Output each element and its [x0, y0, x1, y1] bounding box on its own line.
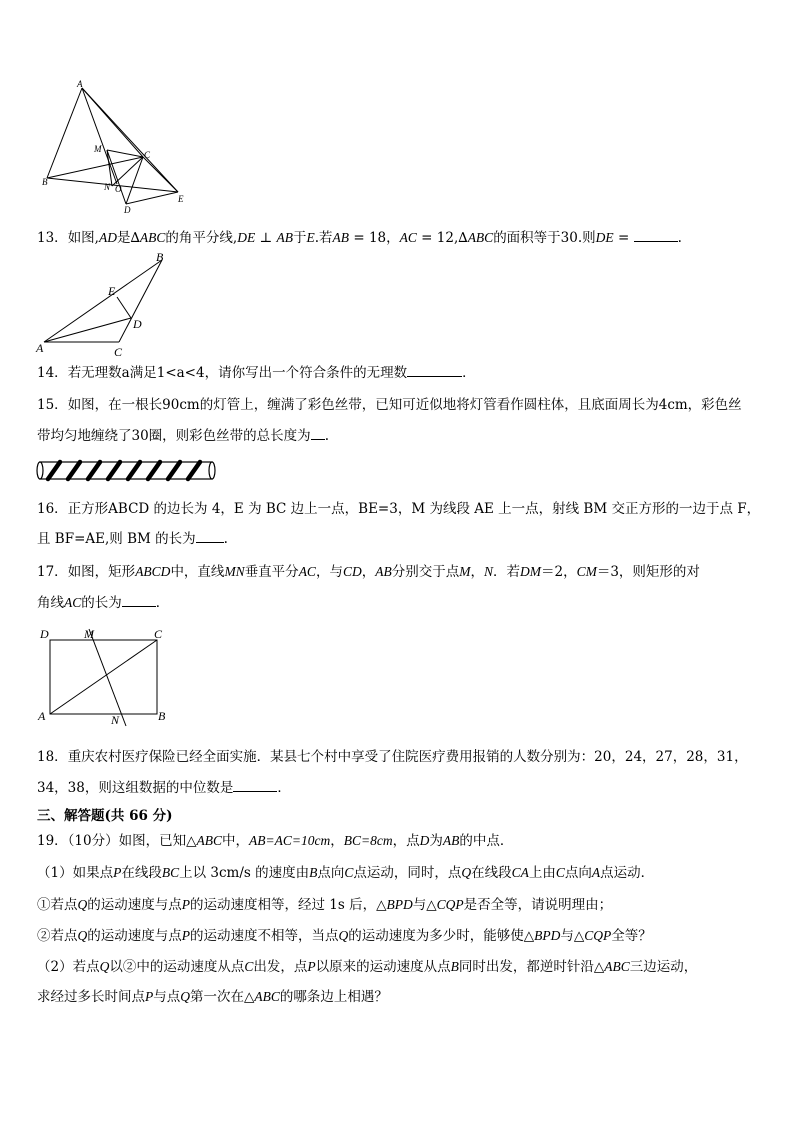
fig12-line-NC	[112, 157, 143, 186]
q19-text: 在线段	[121, 865, 162, 881]
q17-var: N	[483, 564, 493, 579]
q19-var: Q	[99, 959, 110, 974]
question-17-line1	[37, 563, 700, 581]
q19-var: B	[450, 959, 459, 974]
q19-var: Q	[461, 865, 472, 880]
tube-right-end	[209, 462, 215, 479]
q15-text: 带均匀地缠绕了30圈，则彩色丝带的总长度为	[37, 428, 311, 444]
q13-text: 的角平分线,	[165, 230, 238, 246]
fig12-line-BC	[47, 157, 143, 178]
q19-var: P	[181, 897, 190, 912]
q19-text: 点运动，同时，点	[353, 865, 462, 881]
q19-var: C	[555, 865, 565, 880]
q17-text: ＝3，则矩形的对	[596, 564, 700, 580]
q17-var: MN	[224, 564, 245, 579]
q19-text: 在线段	[471, 865, 512, 881]
question-19-part2	[37, 958, 697, 976]
q17-var: DM	[519, 564, 541, 579]
question-15-line2	[37, 427, 329, 445]
q17-var: ABCD	[135, 564, 171, 579]
q17-text: 如图，矩形	[67, 564, 136, 580]
q19-text: 与△	[560, 928, 585, 944]
q14-text: 若无理数a满足1<a<4，请你写出一个符合条件的无理数	[67, 365, 408, 381]
q19-var: P	[113, 865, 122, 880]
q19-text: 点向	[317, 865, 345, 881]
question-19-sub2	[37, 927, 652, 945]
q14-answer-blank[interactable]	[407, 364, 462, 377]
q13-end: .	[677, 230, 682, 246]
fig13-line-AD	[44, 318, 131, 342]
q19-var: A	[591, 865, 601, 880]
q19-text: 的运动速度不相等，当点	[190, 928, 339, 944]
q17-end: ．	[155, 595, 170, 611]
q13-text: =	[613, 230, 634, 246]
q19-var: ABC	[254, 989, 280, 1004]
q19-text: ，	[330, 833, 344, 849]
q15-text: 如图，在一根长90cm的灯管上，缠满了彩色丝带，已知可近似地将灯管看作圆柱体，且底面周长为4cm，彩色丝	[67, 397, 742, 413]
q17-text: 的长为	[81, 595, 122, 611]
q19-var: Q	[77, 928, 88, 943]
q18-text: 重庆农村医疗保险已经全面实施．某县七个村中享受了住院医疗费用报销的人数分别为：20，24，27，28，31，	[67, 749, 748, 765]
q19-text: 点运动．	[600, 865, 655, 881]
figure-q17	[36, 624, 176, 730]
q13-var: E	[306, 230, 315, 245]
q19-text: （2）若点	[37, 959, 100, 975]
q13-text: 如图,	[67, 230, 99, 246]
q19-text: 以②中的运动速度从点	[109, 959, 245, 975]
q16-end: .	[223, 531, 228, 547]
q19-text: 是否全等，请说明理由；	[463, 897, 613, 913]
q19-text: 以原来的运动速度从点	[315, 959, 451, 975]
q13-var: ABC	[467, 230, 494, 245]
q13-var: AB	[276, 230, 293, 245]
fig17-label-D: D	[40, 627, 49, 641]
q13-answer-blank[interactable]	[634, 229, 678, 242]
q14-number: 14．	[37, 365, 68, 381]
q17-text: ，与	[315, 564, 343, 580]
q19-text: 出发，点	[253, 959, 308, 975]
q13-var: AB	[332, 230, 350, 245]
fig12-line-CE	[143, 157, 178, 192]
fig12-line-DE	[126, 192, 178, 204]
q19-text: 与△	[412, 897, 437, 913]
fig13-line-DE	[117, 297, 131, 318]
fig12-label-D: D	[124, 205, 131, 215]
fig13-label-A: A	[36, 341, 44, 355]
fig12-label-C: C	[144, 150, 151, 160]
q19-text: 中，	[222, 833, 249, 849]
q19-var: CQP	[436, 897, 464, 912]
fig12-label-N: N	[104, 182, 111, 192]
q19-var: Q	[180, 989, 190, 1004]
q19-text: 点向	[564, 865, 592, 881]
question-18-line2	[37, 779, 291, 797]
section-3-title: 三、解答题(共 66 分)	[37, 808, 173, 824]
fig12-label-M: M	[94, 144, 102, 154]
q19-text: 为	[429, 833, 443, 849]
q19-var: AB	[442, 833, 460, 848]
fig13-label-C: C	[114, 345, 123, 359]
fig17-label-A: A	[38, 709, 46, 723]
q15-number: 15．	[37, 397, 68, 413]
q19-var: BC	[161, 865, 180, 880]
q17-var: AC	[64, 595, 82, 610]
q18-end: ．	[277, 780, 291, 796]
q13-text: = 18，	[349, 230, 400, 246]
q18-number: 18．	[37, 749, 68, 765]
fig17-line-MN	[89, 629, 126, 726]
q19-text: 与点	[153, 989, 181, 1005]
q13-text: 的面积等于30.则	[493, 230, 596, 246]
q19-text: 上由	[528, 865, 556, 881]
fig12-line-MD	[107, 150, 126, 204]
figure-q12	[40, 80, 200, 220]
q19-var: Q	[338, 928, 349, 943]
q13-var: DE	[237, 230, 256, 245]
figure-q15-tube	[36, 459, 218, 483]
q18-answer-blank[interactable]	[233, 779, 277, 792]
q19-text: ②若点	[37, 928, 78, 944]
fig17-label-M: M	[84, 627, 94, 641]
q17-var: AB	[375, 564, 392, 579]
q19-var: C	[244, 959, 254, 974]
fig12-line-AB	[47, 88, 82, 178]
q19-text: 第一次在△	[190, 989, 255, 1005]
fig12-label-E: E	[178, 194, 184, 204]
q13-var: AD	[98, 230, 117, 245]
q13-var: DE	[595, 230, 614, 245]
q19-text: 的中点．	[459, 833, 514, 849]
question-13	[37, 229, 682, 247]
q19-var: CQP	[584, 928, 612, 943]
fig12-label-A: A	[77, 79, 83, 89]
q19-var: ABC	[196, 833, 222, 848]
q19-text: 的运动速度为多少时，能够使△	[348, 928, 535, 944]
q17-text: ，	[470, 564, 484, 580]
q13-text: = 12,∆	[416, 230, 468, 246]
q19-var: Q	[77, 897, 88, 912]
question-15-line1	[37, 396, 742, 414]
q19-var: BC=8cm	[343, 833, 393, 848]
q19-text: ①若点	[37, 897, 78, 913]
q19-text: 全等？	[611, 928, 652, 944]
q13-text: 于	[293, 230, 307, 246]
figure-q13	[36, 252, 176, 362]
q19-text: 上以 3cm/s 的速度由	[179, 865, 310, 881]
q19-text: 19．（10分）如图，已知△	[37, 833, 197, 849]
q19-var: ABC	[604, 959, 630, 974]
question-14	[37, 364, 476, 382]
fig17-diagonal-AC	[50, 640, 157, 714]
q13-text: .若	[314, 230, 333, 246]
question-16-line2	[37, 530, 228, 548]
fig12-line-AE	[82, 88, 178, 192]
fig17-label-C: C	[154, 627, 163, 641]
q17-var: AC	[298, 564, 316, 579]
q17-text: 角线	[37, 595, 64, 611]
fig13-label-B: B	[156, 250, 164, 264]
q17-text: 中，直线	[170, 564, 225, 580]
q17-text: 垂直平分	[244, 564, 299, 580]
fig13-label-D: D	[133, 317, 142, 331]
q16-text: 且 BF=AE,则 BM 的长为	[37, 531, 196, 547]
fig12-label-B: B	[42, 177, 48, 187]
q19-var: CA	[511, 865, 529, 880]
q13-text: ⊥	[255, 230, 277, 246]
q19-var: B	[309, 865, 318, 880]
q19-text: 三边运动，	[629, 959, 698, 975]
q15-answer-blank[interactable]	[311, 427, 325, 440]
q19-text: 的运动速度与点	[87, 897, 182, 913]
q14-end: ．	[462, 365, 476, 381]
q19-text: 的运动速度相等，经过 1s 后，△	[190, 897, 387, 913]
q19-var: D	[419, 833, 430, 848]
fig12-line-CD	[126, 157, 143, 204]
question-19-head	[37, 832, 513, 850]
q17-answer-blank[interactable]	[122, 594, 156, 607]
fig17-label-N: N	[111, 713, 120, 727]
q17-text: 分别交于点	[391, 564, 460, 580]
question-19-sub1	[37, 896, 612, 914]
q19-var: P	[307, 959, 316, 974]
question-17-line2	[37, 594, 169, 612]
q19-text: 求经过多长时间点	[37, 989, 145, 1005]
q19-var: BPD	[386, 897, 413, 912]
q16-text: 正方形ABCD 的边长为 4，E 为 BC 边上一点，BE=3，M 为线段 AE 上一点，射线 BM 交正方形的一边于点 F，	[67, 501, 761, 517]
q19-text: 的运动速度与点	[87, 928, 182, 944]
q17-var: M	[459, 564, 471, 579]
fig13-label-E: E	[108, 284, 116, 298]
q19-text: 同时出发，都逆时针沿△	[458, 959, 605, 975]
q19-text: 的哪条边上相遇？	[279, 989, 388, 1005]
q17-text: ，	[361, 564, 376, 580]
question-18-line1	[37, 748, 748, 766]
q19-var: C	[344, 865, 354, 880]
q18-text: 34，38，则这组数据的中位数是	[37, 780, 234, 796]
q19-var: P	[181, 928, 190, 943]
q17-number: 17．	[37, 564, 68, 580]
q17-text: ＝2，	[540, 564, 577, 580]
question-19-part2-line2	[37, 988, 388, 1006]
q19-var: BPD	[534, 928, 561, 943]
q19-var: AB=AC=10cm	[249, 833, 331, 848]
q16-answer-blank[interactable]	[196, 530, 224, 543]
question-19-part1	[37, 864, 654, 882]
fig12-label-O: O	[115, 184, 122, 194]
q13-var: AC	[399, 230, 417, 245]
fig13-line-AB	[44, 260, 162, 342]
q15-end: .	[324, 428, 329, 444]
question-16-line1	[37, 500, 760, 518]
q19-var: P	[145, 989, 154, 1004]
tube-left-end	[37, 462, 43, 479]
fig17-label-B: B	[158, 709, 166, 723]
q16-number: 16．	[37, 501, 68, 517]
q17-text: ．若	[492, 564, 520, 580]
q13-number: 13．	[37, 230, 68, 246]
tube-body	[40, 462, 212, 479]
q19-text: （1）如果点	[37, 865, 114, 881]
q17-var: CD	[342, 564, 362, 579]
q13-text: 是∆	[116, 230, 140, 246]
q13-var: ABC	[139, 230, 166, 245]
q19-text: ，点	[392, 833, 420, 849]
q17-var: CM	[576, 564, 597, 579]
